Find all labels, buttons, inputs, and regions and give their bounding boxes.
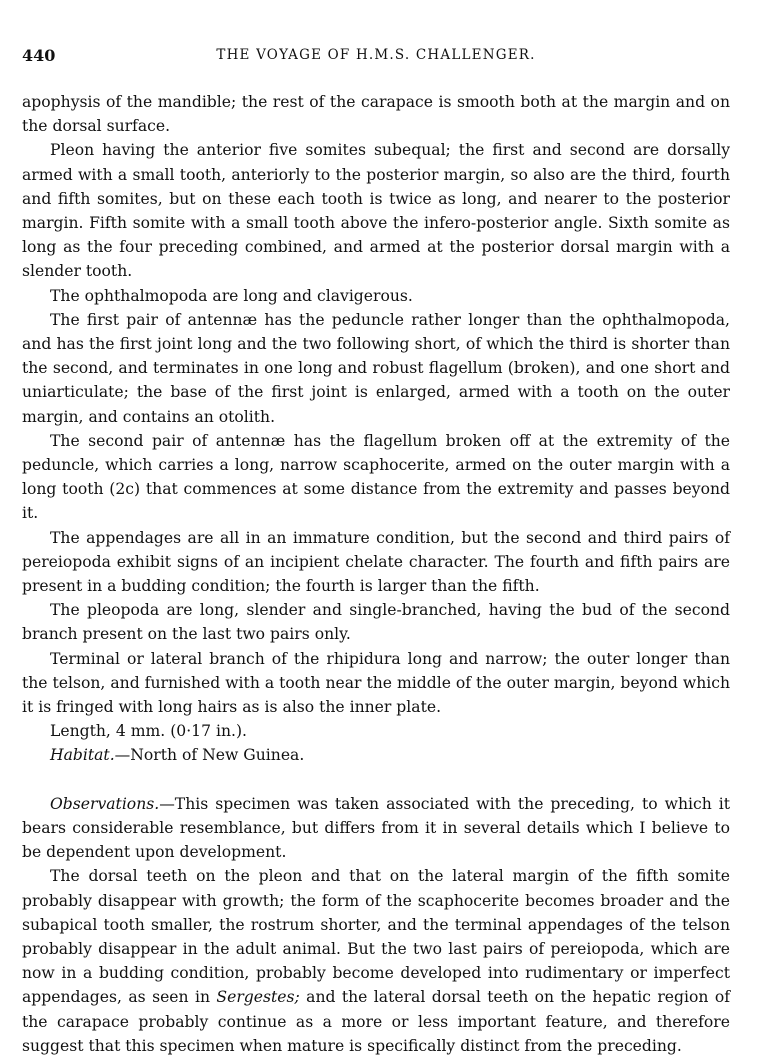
paragraph-discussion [22, 864, 730, 1058]
paragraph-pleon: Pleon having the anterior five somites subequal; the first and second are dorsally armed with a small tooth, anteriorly to the posterior margin, so also are the third, fourth and fifth somites, but on these each tooth is twice as long, and nearer to the posterior margin. Fifth somite with a small tooth above the infero-posterior angle. Sixth somite as long as the four preceding combined, and armed at the posterior dorsal margin with a slender tooth. [22, 141, 730, 281]
habitat-text: —North of New Guinea. [114, 746, 305, 765]
paragraph-observations [22, 792, 730, 865]
running-title: THE VOYAGE OF H.M.S. CHALLENGER. [216, 47, 536, 63]
discussion-text-b: and the lateral dorsal teeth on the hepatic region of the carapace probably continue as a more or less important feature, and therefore suggest that this specimen when mature is specifically distinct from the preceding. [22, 988, 730, 1055]
genus-name: Sergestes; [216, 988, 300, 1007]
observations-label: Observations. [50, 794, 160, 813]
paragraph-rhipidura: Terminal or lateral branch of the rhipidura long and narrow; the outer longer than the telson, and furnished with a tooth near the middle of the outer margin, beyond which it is fringed with long hairs as is also the inner plate. [22, 649, 730, 717]
paragraph-length: Length, 4 mm. (0·17 in.). [50, 722, 247, 741]
paragraph-pleopoda: The pleopoda are long, slender and single-branched, having the bud of the second branch present on the last two pairs only. [22, 601, 730, 644]
paragraph-ophthalmopoda: The ophthalmopoda are long and clavigerous. [50, 286, 413, 305]
habitat-label: Habitat. [50, 746, 115, 765]
paragraph-carapace: apophysis of the mandible; the rest of the carapace is smooth both at the margin and on the dorsal surface. [22, 93, 730, 136]
body-text [22, 90, 730, 1058]
page-number: 440 [22, 46, 56, 65]
paragraph-habitat [22, 743, 730, 767]
paragraph-second-antennae: The second pair of antennæ has the flagellum broken off at the extremity of the peduncle, which carries a long, narrow scaphocerite, armed on the outer margin with a long tooth (2c) that commences at some distance from the extremity and passes beyond it. [22, 431, 730, 523]
paragraph-appendages: The appendages are all in an immature condition, but the second and third pairs of pereiopoda exhibit signs of an incipient chelate character. The fourth and fifth pairs are present in a budding condition; the fourth is larger than the fifth. [22, 528, 730, 596]
paragraph-first-antennae: The first pair of antennæ has the peduncle rather longer than the ophthalmopoda, and has the first joint long and the two following short, of which the third is shorter than the second, and terminates in one long and robust flagellum (broken), and one short and uniarticulate; the base of the first joint is enlarged, armed with a tooth on the outer margin, and contains an otolith. [22, 310, 730, 426]
page-header [22, 46, 730, 68]
observations-text: —This specimen was taken associated with the preceding, to which it bears considerable resemblance, but differs from it in several details which I believe to be dependent upon development. [22, 794, 730, 862]
discussion-text-a: The dorsal teeth on the pleon and that on the lateral margin of the fifth somite probably disappear with growth; the form of the scaphocerite becomes broader and the subapical tooth smaller, the rostrum shorter, and the terminal appendages of the telson probably disappear in the adult animal. But the two last pairs of pereiopoda, which are now in a budding condition, probably become developed into rudimentary or imperfect appendages, as seen in [22, 867, 730, 1007]
